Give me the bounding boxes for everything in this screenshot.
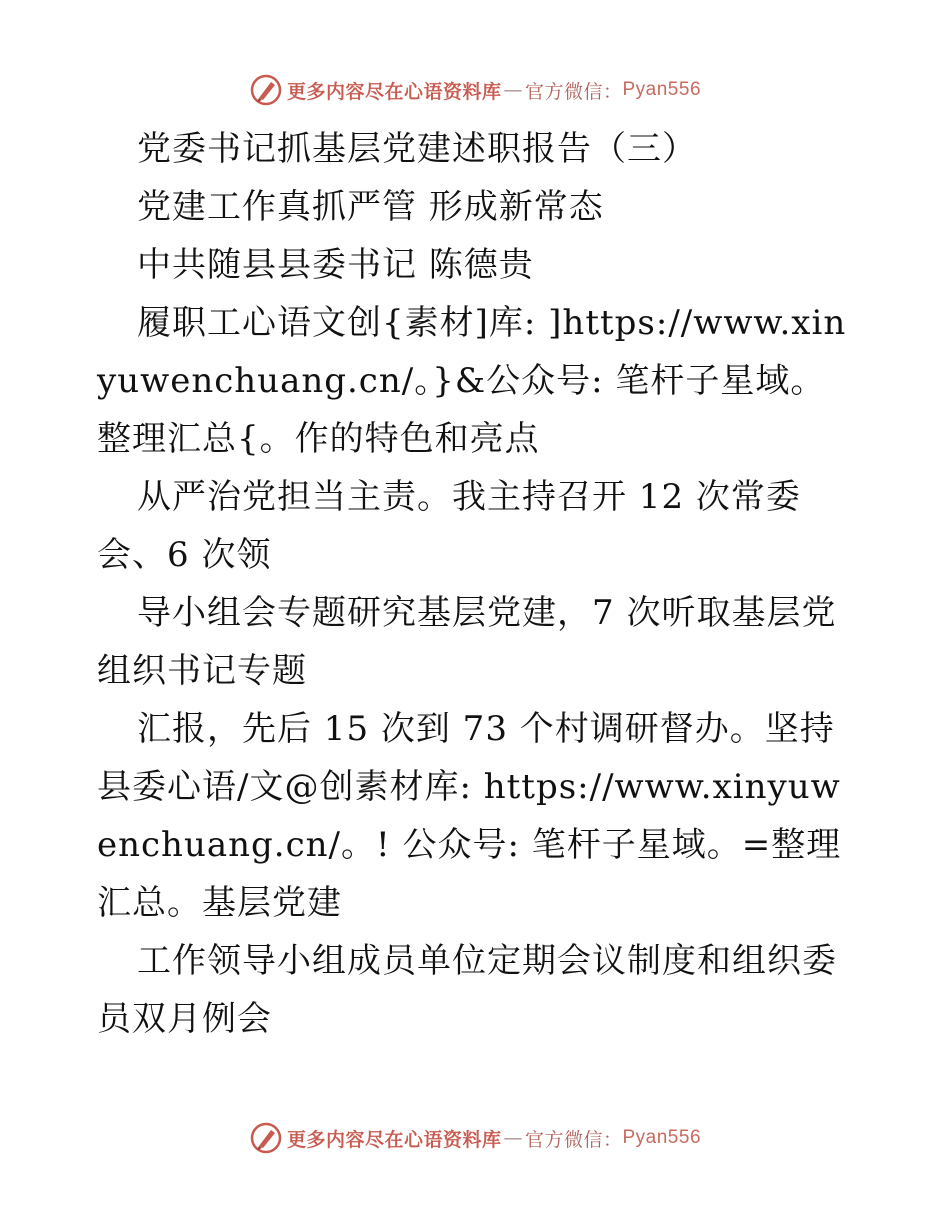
banner-separator: — xyxy=(503,79,523,101)
header-watermark-banner xyxy=(0,70,950,110)
banner-handle: Pyan556 xyxy=(622,79,702,100)
paragraph: 汇报，先后 15 次到 73 个村调研督办。坚持县委心语/文@创素材库: https://www.xinyuwenchuang.cn/。! 公众号: 笔杆子星域。=整理汇总。基层党建 xyxy=(97,709,842,923)
banner-handle-label: 官方微信： xyxy=(524,1128,623,1151)
banner-handle-label: 官方微信： xyxy=(524,80,623,103)
banner-handle: Pyan556 xyxy=(622,1127,702,1148)
banner-separator: — xyxy=(503,1127,523,1149)
banner-title: 更多内容尽在心语资料库 xyxy=(286,1128,502,1151)
footer-watermark-banner xyxy=(0,1118,950,1158)
document-author: 中共随县县委书记 陈德贵 xyxy=(137,245,534,285)
paragraph: 履职工心语文创{素材]库: ]https://www.xinyuwenchuang.cn/。}&公众号: 笔杆子星域。整理汇总{。作的特色和亮点 xyxy=(97,303,847,459)
paragraph: 导小组会专题研究基层党建，7 次听取基层党组织书记专题 xyxy=(97,593,837,691)
document-title: 党委书记抓基层党建述职报告（三） xyxy=(137,129,697,169)
document-subtitle: 党建工作真抓严管 形成新常态 xyxy=(137,187,604,227)
paragraph: 工作领导小组成员单位定期会议制度和组织委员双月例会 xyxy=(97,941,837,1039)
banner-title: 更多内容尽在心语资料库 xyxy=(286,80,502,103)
pen-logo-icon xyxy=(249,1121,283,1155)
paragraph: 从严治党担当主责。我主持召开 12 次常委会、6 次领 xyxy=(97,477,801,575)
document-body xyxy=(97,120,857,1048)
pen-logo-icon xyxy=(249,73,283,107)
